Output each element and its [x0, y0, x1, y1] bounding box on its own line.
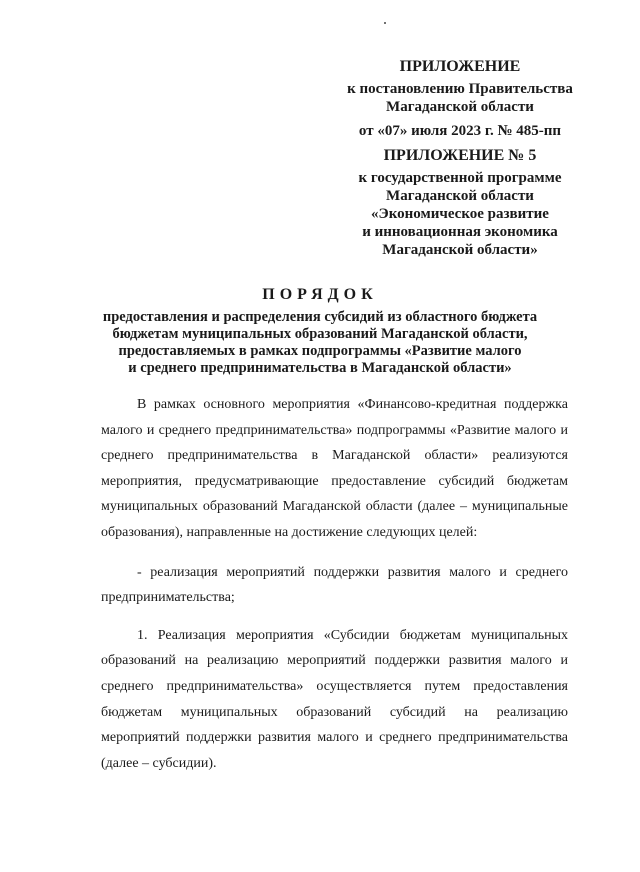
body-paragraph: В рамках основного мероприятия «Финансово-кредитная поддержка малого и среднего предпринимательства» подпрограммы «Развитие малого и среднего предпринимательства в Магаданской области» реализуются мероприятия, предусматривающие предоставление субсидий бюджетам муниципальных образований Магаданской области (далее – муниципальные образования), направленные на достижение следующих целей:	[101, 397, 568, 540]
appendix-5-line: Магаданской области	[386, 188, 534, 204]
appendix-5-line: к государственной программе	[358, 170, 562, 186]
appendix-5-header	[330, 147, 590, 259]
appendix-5-line: и инновационная экономика	[362, 224, 558, 240]
subtitle-line: предоставляемых в рамках подпрограммы «Развитие малого	[118, 343, 522, 359]
appendix-date-number: от «07» июля 2023 г. № 485-пп	[358, 123, 562, 139]
appendix-5-title: ПРИЛОЖЕНИЕ № 5	[383, 147, 537, 164]
appendix-5-line: Магаданской области»	[382, 242, 538, 258]
subtitle-line: и среднего предпринимательства в Магаданской области»	[128, 360, 512, 376]
appendix-header	[330, 58, 590, 140]
subtitle-line: предоставления и распределения субсидий из областного бюджета	[102, 309, 538, 325]
body-paragraph: 1. Реализация мероприятия «Субсидии бюджетам муниципальных образований на реализацию мероприятий поддержки развития малого и среднего предпринимательства» осуществляется путем предоставления бюджетам муниципальных образований субсидий на реализацию мероприятий поддержки развития малого и среднего предпринимательства (далее – субсидии).	[101, 627, 568, 771]
scan-mark	[384, 22, 386, 24]
appendix-title: ПРИЛОЖЕНИЕ	[399, 58, 521, 75]
subtitle-line: бюджетам муниципальных образований Магаданской области,	[112, 326, 528, 342]
appendix-line: к постановлению Правительства	[347, 81, 573, 97]
body-paragraph: - реализация мероприятий поддержки развития малого и среднего предпринимательства;	[101, 564, 568, 606]
appendix-line: Магаданской области	[386, 99, 534, 115]
appendix-5-line: «Экономическое развитие	[371, 206, 549, 222]
document-heading: ПОРЯДОК	[262, 286, 378, 303]
document-subtitle	[60, 309, 580, 377]
document-body	[101, 392, 568, 776]
